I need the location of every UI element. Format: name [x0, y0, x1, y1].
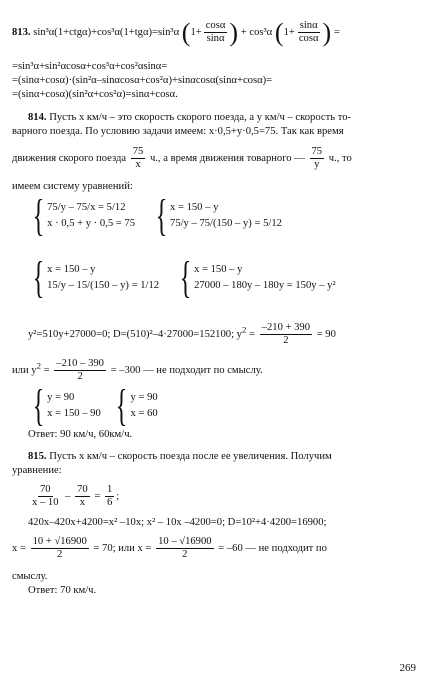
- equation-systems-row-2: [28, 253, 426, 302]
- fraction: $\frac{75}{y}$: [311, 146, 323, 170]
- equation-system: { x = 150 – y 15/y – 15/(150 – y) = 1/12: [32, 253, 160, 302]
- problem-815-line-1: 815. Пусть x км/ч – скорость поезда после ее увеличения. Получим: [28, 451, 332, 462]
- problem-813-line-4: =(sinα+cosα)(sin²α+cos²α)=sinα+cosα.: [12, 89, 178, 100]
- problem-813-line-1: 813. sin³α(1+ctgα)+cos³α(1+tgα)=sin³α (1+ $\frac{\cos\alpha}{\sin\alpha}$ ) + cos³α (1+ $\frac{\sin\alpha}{\cos\alpha}$ ) =: [12, 17, 340, 47]
- problem-815-number: 815.: [28, 451, 47, 462]
- fraction: $\frac{1}{6}$: [106, 484, 113, 508]
- fraction: $\frac{\sin\alpha}{\cos\alpha}$: [298, 20, 319, 44]
- discriminant-line: y²=510y+27000=0; D=(510)²–4·27000=152100; $y^2$ = $\frac{-210 + 390}{2}$ = 90: [28, 322, 336, 346]
- fraction: $\frac{10 + √16900}{2}$: [32, 536, 87, 560]
- equation-systems-row-1: [28, 191, 426, 240]
- fraction: $\frac{70}{x - 10}$: [32, 484, 59, 508]
- fraction: $\frac{75}{x}$: [132, 146, 144, 170]
- problem-813-line-2: =sin³α+sin²αcosα+cos³α+cos²αsinα=: [12, 61, 168, 72]
- problem-813-number: 813.: [12, 26, 31, 38]
- problem-815-line-2: уравнение:: [12, 465, 62, 476]
- fraction: $\frac{-210 - 390}{2}$: [56, 358, 104, 382]
- equation-system: { x = 150 – y 75/y – 75/(150 – y) = 5/12: [155, 191, 282, 240]
- equation-system: { x = 150 – y 27000 – 180y – 180y = 150y – y²: [179, 253, 336, 302]
- fraction: $\frac{\cos\alpha}{\sin\alpha}$: [205, 20, 226, 44]
- equation-systems-row-3: [28, 381, 426, 430]
- problem-814-line-2: варного поезда. По условию задачи имеем: x·0,5+y·0,5=75. Так как время: [12, 126, 344, 137]
- fraction: $\frac{10 - √16900}{2}$: [158, 536, 212, 560]
- problem-815-equation: $\frac{70}{x - 10}$ – $\frac{70}{x}$ = $\frac{1}{6}$ ;: [32, 484, 120, 508]
- problem-815-line-4: 420x–420x+4200=x² –10x; x² – 10x –4200=0; D=10²+4·4200=16900;: [28, 517, 327, 528]
- problem-815-roots: x = $\frac{10 + √16900}{2}$ = 70; или x = $\frac{10 - √16900}{2}$ = –60 — не подходит по: [12, 536, 327, 560]
- equation-system: { 75/y – 75/x = 5/12 x · 0,5 + y · 0,5 = 75: [32, 191, 135, 240]
- problem-813-line-3: =(sinα+cosα)·(sin²α–sinαcosα+cos²α)+sinαcosα(sinα+cosα)=: [12, 75, 273, 86]
- problem-814-number: 814.: [28, 112, 47, 123]
- problem-814-answer: Ответ: 90 км/ч, 60км/ч.: [28, 429, 133, 440]
- second-root-line: или $y^2$ = $\frac{-210 - 390}{2}$ = –300 — не подходит по смыслу.: [12, 358, 263, 382]
- problem-814-line-1: 814. Пусть x км/ч – это скорость скорого поезда, а y км/ч – скорость то-: [28, 112, 352, 123]
- fraction: $\frac{-210 + 390}{2}$: [261, 322, 311, 346]
- problem-814-line-3: движения скорого поезда $\frac{75}{x}$ ч., а время движения товарного — $\frac{75}{y}$ ч., то: [12, 146, 352, 170]
- equation-system: { y = 90 x = 150 – 90: [32, 381, 101, 430]
- problem-815-answer: Ответ: 70 км/ч.: [28, 585, 97, 596]
- page-number: 269: [399, 662, 416, 674]
- fraction: $\frac{70}{x}$: [77, 484, 88, 508]
- equation-system: { y = 90 x = 60: [116, 381, 158, 430]
- problem-815-line-6: смыслу.: [12, 571, 48, 582]
- problem-814-line-4: имеем систему уравнений:: [12, 181, 133, 192]
